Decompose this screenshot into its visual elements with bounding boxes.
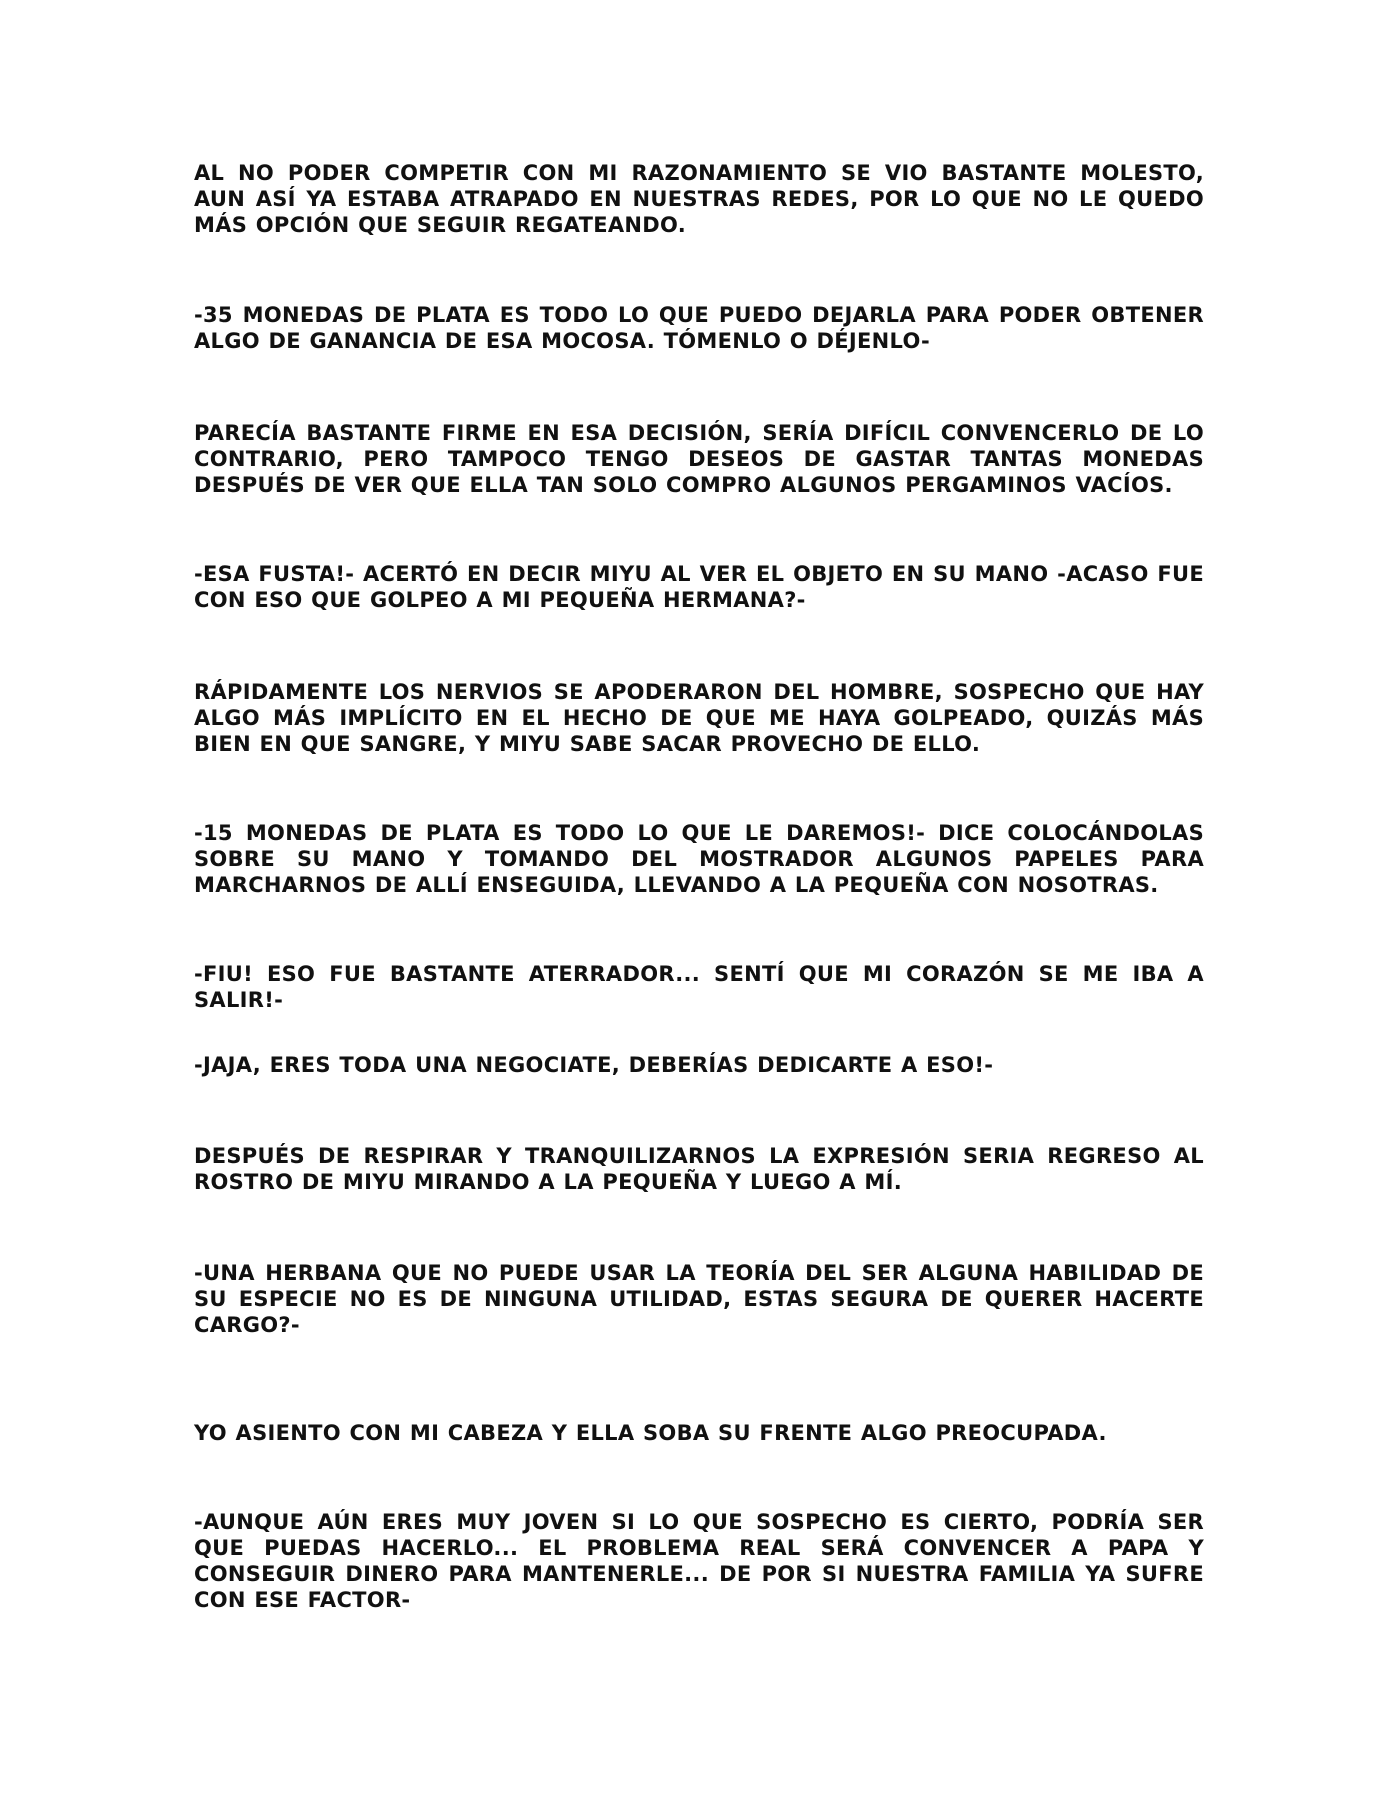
paragraph-3: PARECÍA BASTANTE FIRME EN ESA DECISIÓN, SERÍA DIFÍCIL CONVENCERLO DE LO CONTRARIO, PERO TAMPOCO TENGO DESEOS DE GASTAR TANTAS MONEDAS DESPUÉS DE VER QUE ELLA TAN SOLO COMPRO ALGUNOS PERGAMINOS VACÍOS. — [194, 421, 1204, 497]
paragraph-6: -15 MONEDAS DE PLATA ES TODO LO QUE LE DAREMOS!- DICE COLOCÁNDOLAS SOBRE SU MANO Y TOMANDO DEL MOSTRADOR ALGUNOS PAPELES PARA MARCHARNOS DE ALLÍ ENSEGUIDA, LLEVANDO A LA PEQUEÑA CON NOSOTRAS. — [194, 821, 1204, 897]
paragraph-10: -UNA HERBANA QUE NO PUEDE USAR LA TEORÍA DEL SER ALGUNA HABILIDAD DE SU ESPECIE NO ES DE NINGUNA UTILIDAD, ESTAS SEGURA DE QUERER HACERTE CARGO?- — [194, 1261, 1204, 1337]
paragraph-4: -ESA FUSTA!- ACERTÓ EN DECIR MIYU AL VER EL OBJETO EN SU MANO -ACASO FUE CON ESO QUE GOLPEO A MI PEQUEÑA HERMANA?- — [194, 562, 1204, 612]
paragraph-12: -AUNQUE AÚN ERES MUY JOVEN SI LO QUE SOSPECHO ES CIERTO, PODRÍA SER QUE PUEDAS HACERLO... EL PROBLEMA REAL SERÁ CONVENCER A PAPA Y CONSEGUIR DINERO PARA MANTENERLE... DE POR SI NUESTRA FAMILIA YA SUFRE CON ESE FACTOR- — [194, 1510, 1204, 1612]
paragraph-8: -JAJA, ERES TODA UNA NEGOCIATE, DEBERÍAS DEDICARTE A ESO!- — [194, 1053, 994, 1077]
paragraph-5: RÁPIDAMENTE LOS NERVIOS SE APODERARON DEL HOMBRE, SOSPECHO QUE HAY ALGO MÁS IMPLÍCITO EN EL HECHO DE QUE ME HAYA GOLPEADO, QUIZÁS MÁS BIEN EN QUE SANGRE, Y MIYU SABE SACAR PROVECHO DE ELLO. — [194, 680, 1204, 756]
paragraph-9: DESPUÉS DE RESPIRAR Y TRANQUILIZARNOS LA EXPRESIÓN SERIA REGRESO AL ROSTRO DE MIYU MIRANDO A LA PEQUEÑA Y LUEGO A MÍ. — [194, 1144, 1204, 1194]
paragraph-1: AL NO PODER COMPETIR CON MI RAZONAMIENTO SE VIO BASTANTE MOLESTO, AUN ASÍ YA ESTABA ATRAPADO EN NUESTRAS REDES, POR LO QUE NO LE QUEDO MÁS OPCIÓN QUE SEGUIR REGATEANDO. — [194, 161, 1204, 237]
paragraph-7: -FIU! ESO FUE BASTANTE ATERRADOR... SENTÍ QUE MI CORAZÓN SE ME IBA A SALIR!- — [194, 962, 1204, 1012]
paragraph-2: -35 MONEDAS DE PLATA ES TODO LO QUE PUEDO DEJARLA PARA PODER OBTENER ALGO DE GANANCIA DE ESA MOCOSA. TÓMENLO O DÉJENLO- — [194, 303, 1204, 353]
paragraph-11: YO ASIENTO CON MI CABEZA Y ELLA SOBA SU FRENTE ALGO PREOCUPADA. — [194, 1421, 1107, 1445]
